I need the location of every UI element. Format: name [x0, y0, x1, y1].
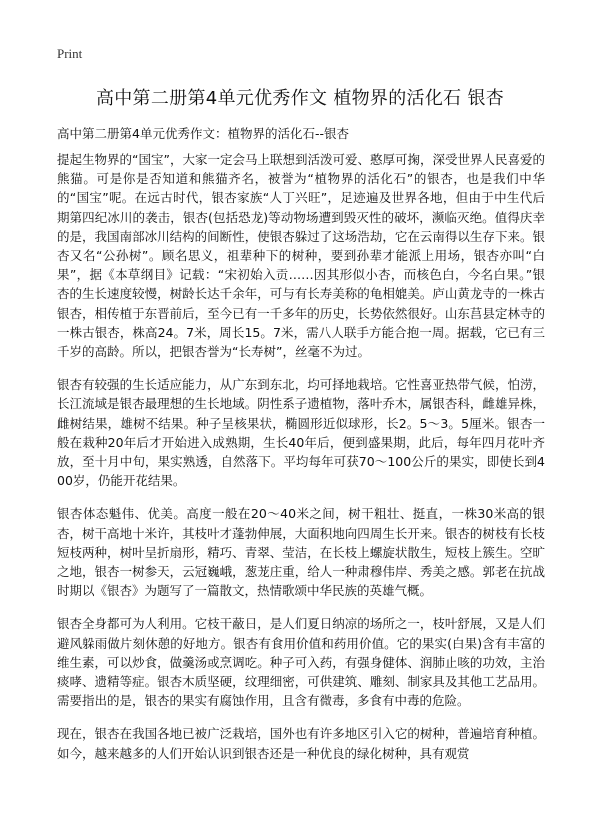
paragraph: 银杏体态魁伟、优美。高度一般在20～40米之间，树干粗壮、挺直，一株30米高的银杏，树干高地十米许，其枝叶才蓬勃伸展，大面积地向四周生长开来。银杏的树枝有长枝短枝两种，树叶呈折扇形，精巧、青翠、莹洁，在长枝上螺旋状散生，短枝上簇生。空旷之地，银杏一树参天，云冠巍峨，葱茏庄重，给人一种肃穆伟岸、秀美之感。郭老在抗战时期以《银杏》为题写了一篇散文，热情歌颂中华民族的英雄气概。	[57, 506, 545, 599]
paragraph: 现在，银杏在我国各地已被广泛栽培，国外也有许多地区引入它的树种，普遍培育种植。如今，越来越多的人们开始认识到银杏还是一种优良的绿化树种，具有观赏	[57, 726, 545, 761]
paragraph: 银杏有较强的生长适应能力，从广东到东北，均可择地栽培。它性喜亚热带气候，怕涝，长江流域是银杏最理想的生长地域。阴性系子遗植物，落叶乔木，属银杏科，雌雄异株，雌树结果，雄树不结果。种子呈核果状，椭圆形近似球形，长2。5～3。5厘米。银杏一般在栽种20年后才开始进入成熟期，生长40年后，便到盛果期，此后，每年四月花叶齐放，至十月中旬，果实熟透，自然落下。平均每年可获70～100公斤的果实，即使长到400岁，仍能开花结果。	[57, 377, 545, 489]
article-body	[57, 150, 545, 777]
paragraph: 提起生物界的“国宝”，大家一定会马上联想到活泼可爱、憨厚可掬，深受世界人民喜爱的熊猫。可是你是否知道和熊猫齐名，被誉为“植物界的活化石”的银杏，也是我们中华的“国宝”呢。在远古时代，银杏家族“人丁兴旺”，足迹遍及世界各地，但由于中生代后期第四纪冰川的袭击，银杏(包括恐龙)等动物场遭到毁灭性的破坏，濒临灭绝。值得庆幸的是，我国南部冰川结构的间断性，使银杏躲过了这场浩劫，它在云南得以生存下来。银杏又名“公孙树”。顾名思义，祖辈种下的树种，要到孙辈才能派上用场，银杏亦叫“白果”，据《本草纲目》记载：“宋初始入贡……因其形似小杏，而核色白，今名白果。”银杏的生长速度较慢，树龄长达千余年，可与有长寿美称的龟相媲美。庐山黄龙寺的一株古银杏，相传植于东晋前后，至今已有一千多年的历史，长势依然很好。山东莒县定林寺的一株古银杏，株高24。7米，周长15。7米，需八人联手方能合抱一周。据载，它已有三千岁的高龄。所以，把银杏誉为“长寿树”，丝毫不为过。	[57, 152, 545, 360]
print-link[interactable]: Print	[57, 46, 83, 61]
document-subtitle: 高中第二册第4单元优秀作文：植物界的活化石--银杏	[57, 126, 349, 141]
paragraph: 银杏全身都可为人利用。它枝干蔽日，是人们夏日纳凉的场所之一，枝叶舒展，又是人们避风躲雨做片刻休憩的好地方。银杏有食用价值和药用价值。它的果实(白果)含有丰富的维生素，可以炒食，做羹汤或烹调吃。种子可入药，有强身健体、润肺止咳的功效，主治痰哮、遗精等症。银杏木质坚硬，纹理细密，可供建筑、雕刻、制家具及其他工艺品用。需要指出的是，银杏的果实有腐蚀作用，且含有微毒，多食有中毒的危险。	[57, 616, 545, 709]
document-title: 高中第二册第4单元优秀作文 植物界的活化石 银杏	[95, 88, 505, 109]
